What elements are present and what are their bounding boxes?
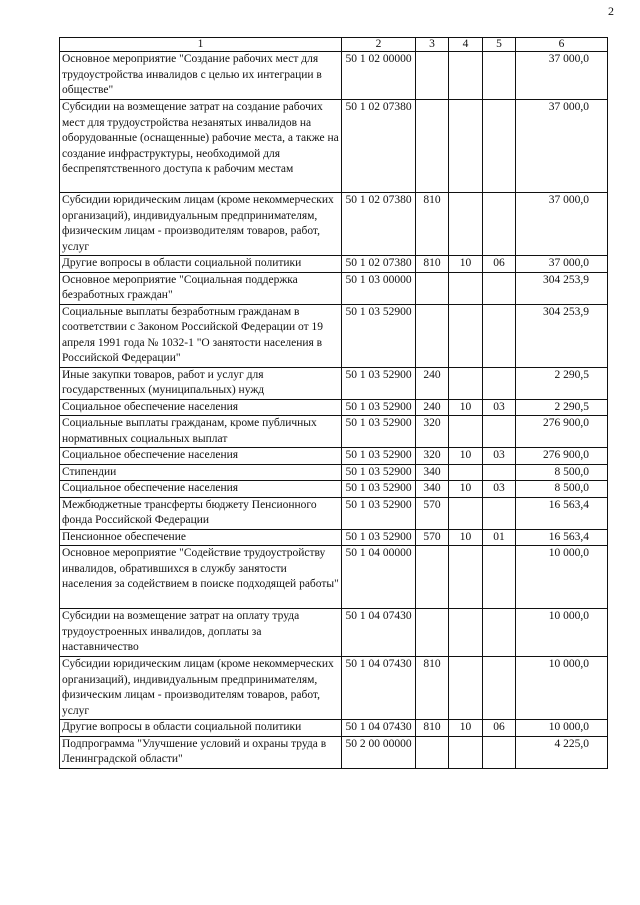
table-row [60, 272, 608, 304]
row-col4-cell [449, 416, 483, 448]
row-col3-cell: 810 [416, 720, 449, 737]
row-name-cell: Межбюджетные трансферты бюджету Пенсионного фонда Российской Федерации [60, 497, 342, 529]
row-code-cell: 50 1 02 00000 [342, 52, 416, 100]
table-row [60, 736, 608, 768]
row-col4-cell [449, 100, 483, 193]
row-col3-cell [416, 272, 449, 304]
table-row [60, 100, 608, 193]
row-code-cell: 50 1 03 52900 [342, 529, 416, 546]
row-code-cell: 50 1 02 07380 [342, 100, 416, 193]
column-header: 5 [483, 38, 516, 52]
row-col4-cell [449, 609, 483, 657]
table-row [60, 304, 608, 367]
table-row [60, 256, 608, 273]
row-code-cell: 50 1 03 52900 [342, 481, 416, 498]
row-name-cell: Подпрограмма "Улучшение условий и охраны труда в Ленинградской области" [60, 736, 342, 768]
row-name-cell: Основное мероприятие "Создание рабочих мест для трудоустройства инвалидов с целью их интеграции в обществе" [60, 52, 342, 100]
row-col4-cell [449, 657, 483, 720]
row-name-cell: Субсидии на возмещение затрат на оплату труда трудоустроенных инвалидов, доплаты за наставничество [60, 609, 342, 657]
row-sum-cell: 10 000,0 [516, 720, 608, 737]
row-col5-cell [483, 52, 516, 100]
row-col5-cell [483, 367, 516, 399]
table-row [60, 367, 608, 399]
table-row [60, 193, 608, 256]
row-col4-cell [449, 304, 483, 367]
row-name-cell: Другие вопросы в области социальной политики [60, 720, 342, 737]
row-name-cell: Социальное обеспечение населения [60, 448, 342, 465]
row-col4-cell: 10 [449, 256, 483, 273]
page-number: 2 [608, 4, 614, 18]
row-sum-cell: 304 253,9 [516, 272, 608, 304]
row-code-cell: 50 1 02 07380 [342, 256, 416, 273]
row-col4-cell [449, 193, 483, 256]
row-code-cell: 50 1 03 52900 [342, 304, 416, 367]
row-sum-cell: 304 253,9 [516, 304, 608, 367]
row-sum-cell: 2 290,5 [516, 367, 608, 399]
row-sum-cell: 37 000,0 [516, 256, 608, 273]
row-col4-cell [449, 464, 483, 481]
row-sum-cell: 10 000,0 [516, 609, 608, 657]
row-col5-cell: 03 [483, 399, 516, 416]
row-col5-cell: 03 [483, 448, 516, 465]
row-col4-cell: 10 [449, 448, 483, 465]
table-row [60, 546, 608, 609]
row-col5-cell [483, 609, 516, 657]
row-col3-cell: 810 [416, 657, 449, 720]
row-code-cell: 50 1 03 52900 [342, 497, 416, 529]
row-code-cell: 50 1 04 00000 [342, 546, 416, 609]
row-col3-cell [416, 100, 449, 193]
row-sum-cell: 4 225,0 [516, 736, 608, 768]
row-col5-cell: 01 [483, 529, 516, 546]
row-name-cell: Субсидии юридическим лицам (кроме некоммерческих организаций), индивидуальным предпринимателям, физическим лицам - производителям товаров, работ, услуг [60, 657, 342, 720]
row-code-cell: 50 1 03 00000 [342, 272, 416, 304]
row-code-cell: 50 1 04 07430 [342, 720, 416, 737]
row-code-cell: 50 1 02 07380 [342, 193, 416, 256]
row-col5-cell: 06 [483, 720, 516, 737]
row-col4-cell: 10 [449, 529, 483, 546]
row-col5-cell [483, 193, 516, 256]
row-col5-cell [483, 657, 516, 720]
table-row [60, 657, 608, 720]
row-sum-cell: 10 000,0 [516, 657, 608, 720]
row-col3-cell [416, 546, 449, 609]
row-name-cell: Социальные выплаты гражданам, кроме публичных нормативных социальных выплат [60, 416, 342, 448]
table-header-row [60, 38, 608, 52]
row-col3-cell: 570 [416, 497, 449, 529]
row-name-cell: Пенсионное обеспечение [60, 529, 342, 546]
column-header: 6 [516, 38, 608, 52]
row-col5-cell [483, 100, 516, 193]
row-sum-cell: 37 000,0 [516, 193, 608, 256]
row-col4-cell: 10 [449, 720, 483, 737]
row-col4-cell: 10 [449, 481, 483, 498]
row-col3-cell [416, 736, 449, 768]
row-name-cell: Основное мероприятие "Социальная поддержка безработных граждан" [60, 272, 342, 304]
table-row [60, 448, 608, 465]
row-sum-cell: 16 563,4 [516, 497, 608, 529]
row-sum-cell: 8 500,0 [516, 464, 608, 481]
row-col4-cell [449, 367, 483, 399]
row-code-cell: 50 2 00 00000 [342, 736, 416, 768]
row-col4-cell [449, 272, 483, 304]
row-sum-cell: 2 290,5 [516, 399, 608, 416]
row-col4-cell [449, 546, 483, 609]
row-sum-cell: 276 900,0 [516, 448, 608, 465]
budget-table [59, 37, 608, 769]
row-sum-cell: 37 000,0 [516, 52, 608, 100]
row-col5-cell [483, 736, 516, 768]
row-col3-cell [416, 609, 449, 657]
row-col5-cell: 03 [483, 481, 516, 498]
column-header: 3 [416, 38, 449, 52]
row-name-cell: Субсидии юридическим лицам (кроме некоммерческих организаций), индивидуальным предпринимателям, физическим лицам - производителям товаров, работ, услуг [60, 193, 342, 256]
row-sum-cell: 10 000,0 [516, 546, 608, 609]
row-col3-cell [416, 304, 449, 367]
row-name-cell: Стипендии [60, 464, 342, 481]
row-col3-cell: 320 [416, 448, 449, 465]
row-name-cell: Основное мероприятие "Содействие трудоустройству инвалидов, обратившихся в службу занятости населения за содействием в поиске подходящей работы" [60, 546, 342, 609]
row-col5-cell [483, 416, 516, 448]
row-name-cell: Социальное обеспечение населения [60, 481, 342, 498]
row-col4-cell: 10 [449, 399, 483, 416]
table-row [60, 720, 608, 737]
table-row [60, 497, 608, 529]
row-code-cell: 50 1 03 52900 [342, 367, 416, 399]
table-row [60, 416, 608, 448]
row-name-cell: Иные закупки товаров, работ и услуг для государственных (муниципальных) нужд [60, 367, 342, 399]
table-row [60, 481, 608, 498]
row-col3-cell: 810 [416, 256, 449, 273]
row-name-cell: Социальное обеспечение населения [60, 399, 342, 416]
table-row [60, 609, 608, 657]
table-row [60, 52, 608, 100]
row-name-cell: Другие вопросы в области социальной политики [60, 256, 342, 273]
row-code-cell: 50 1 03 52900 [342, 464, 416, 481]
row-col3-cell: 570 [416, 529, 449, 546]
row-sum-cell: 276 900,0 [516, 416, 608, 448]
row-col3-cell: 240 [416, 399, 449, 416]
row-code-cell: 50 1 03 52900 [342, 448, 416, 465]
table-row [60, 399, 608, 416]
row-col5-cell [483, 304, 516, 367]
row-col5-cell: 06 [483, 256, 516, 273]
row-col3-cell: 340 [416, 481, 449, 498]
row-col3-cell [416, 52, 449, 100]
row-col3-cell: 320 [416, 416, 449, 448]
row-code-cell: 50 1 04 07430 [342, 609, 416, 657]
row-col4-cell [449, 497, 483, 529]
row-name-cell: Субсидии на возмещение затрат на создание рабочих мест для трудоустройства незанятых инвалидов на оборудованные (оснащенные) рабочие места, а также на создание инфраструктуры, необходимой для беспрепятственного доступа к рабочим местам [60, 100, 342, 193]
row-col4-cell [449, 736, 483, 768]
column-header: 1 [60, 38, 342, 52]
row-col5-cell [483, 272, 516, 304]
row-sum-cell: 37 000,0 [516, 100, 608, 193]
row-code-cell: 50 1 03 52900 [342, 416, 416, 448]
row-col4-cell [449, 52, 483, 100]
row-sum-cell: 16 563,4 [516, 529, 608, 546]
column-header: 4 [449, 38, 483, 52]
table-row [60, 529, 608, 546]
row-col3-cell: 240 [416, 367, 449, 399]
row-col5-cell [483, 546, 516, 609]
row-col3-cell: 340 [416, 464, 449, 481]
column-header: 2 [342, 38, 416, 52]
row-col5-cell [483, 464, 516, 481]
row-code-cell: 50 1 04 07430 [342, 657, 416, 720]
row-code-cell: 50 1 03 52900 [342, 399, 416, 416]
row-sum-cell: 8 500,0 [516, 481, 608, 498]
table-row [60, 464, 608, 481]
row-col3-cell: 810 [416, 193, 449, 256]
row-name-cell: Социальные выплаты безработным гражданам в соответствии с Законом Российской Федерации от 19 апреля 1991 года № 1032-1 "О занятости населения в Российской Федерации" [60, 304, 342, 367]
row-col5-cell [483, 497, 516, 529]
